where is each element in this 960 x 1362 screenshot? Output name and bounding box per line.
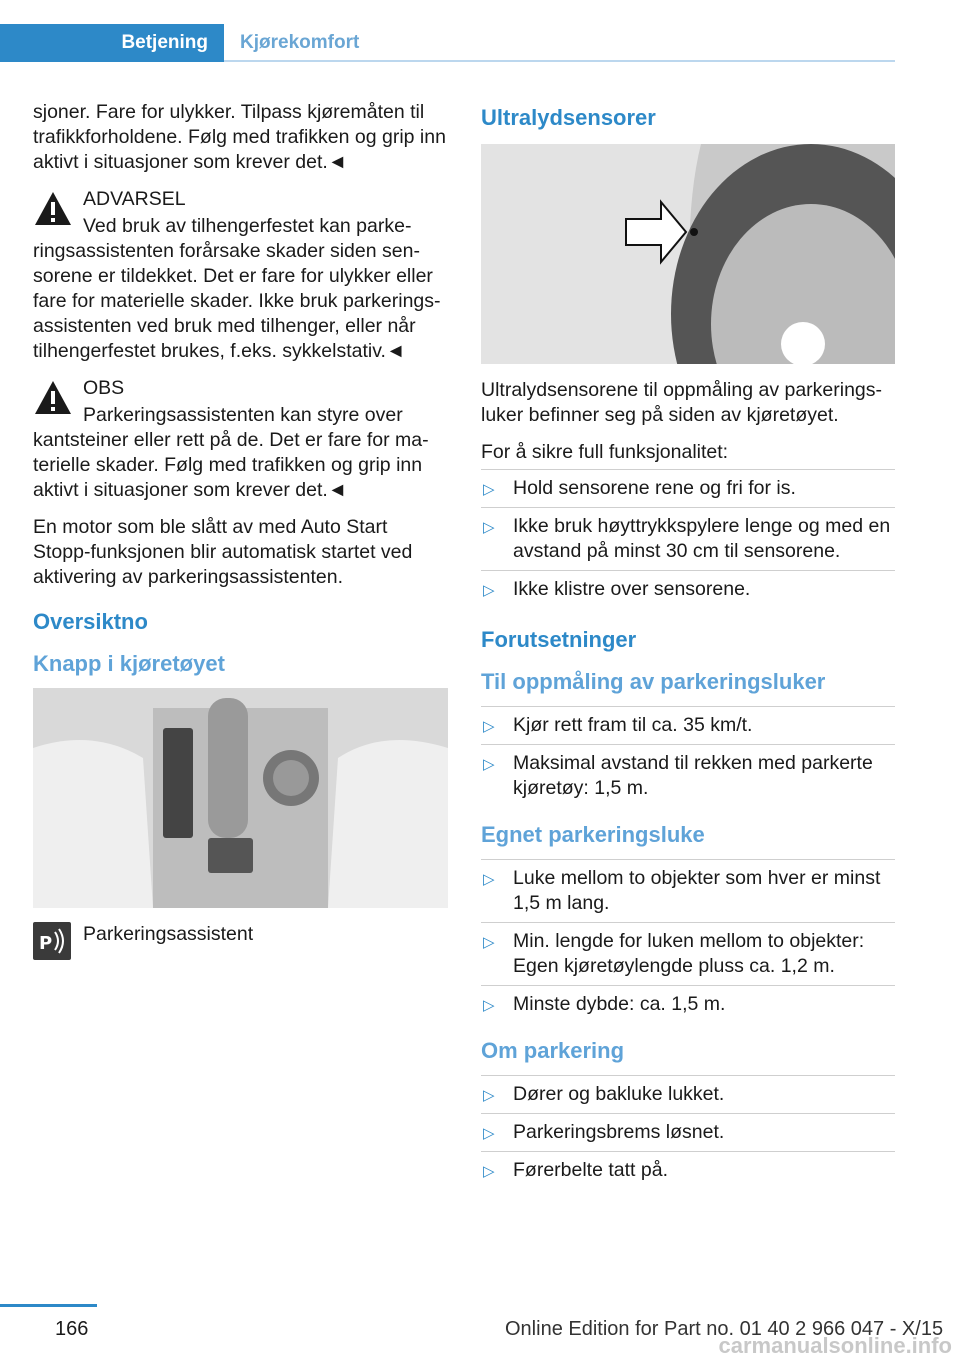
svg-text:P: P (39, 933, 53, 954)
list-item: ▷ Maksimal avstand til rekken med parkerte kjøretøy: 1,5 m. (483, 752, 873, 799)
list-item: ▷ Ikke klistre over sensorene. (481, 571, 895, 608)
auto-start-paragraph: En motor som ble slått av med Auto Start Stopp-funksjonen blir automatisk startet ved aktivering av parkeringsassistenten. (33, 516, 413, 588)
measure-list (481, 706, 895, 807)
left-column (33, 100, 448, 966)
list-item: ▷ Luke mellom to objekter som hver er minst 1,5 m lang. (481, 860, 895, 923)
warning-title: ADVARSEL (83, 188, 186, 210)
sensor-care-list (481, 469, 895, 608)
warning-body (33, 214, 448, 364)
warning-text: ringsassistenten forårsake skader siden sen-sorene er tildekket. Det er fare for ulykker eller fare for materielle skader. Ikke bruk parkerings-assistenten ved bruk med tilhenger, eller når tilhengerfestet brukes, f.eks. sykkelstativ.◄ (33, 240, 441, 362)
warning-first-line: Ved bruk av tilhengerfestet kan parke- (83, 215, 412, 237)
prerequisites-heading: Forutsetninger (481, 627, 637, 652)
header-tabs (0, 24, 895, 62)
bullet-arrow-icon: ▷ (483, 934, 495, 951)
measure-heading: Til oppmåling av parkeringsluker (481, 669, 826, 694)
caution-title: OBS (83, 377, 125, 399)
right-column (481, 100, 895, 1197)
parking-heading: Om parkering (481, 1038, 625, 1063)
tab-betjening[interactable] (0, 24, 224, 62)
bullet-arrow-icon: ▷ (483, 481, 495, 498)
list-item: ▷ Parkeringsbrems løsnet. (481, 1114, 895, 1152)
list-item: ▷ Kjør rett fram til ca. 35 km/t. (481, 707, 895, 745)
list-item: ▷ Førerbelte tatt på. (481, 1152, 895, 1189)
parking-list (481, 1075, 895, 1189)
tab-label: Kjørekomfort (240, 32, 360, 53)
footer-accent-line (0, 1304, 97, 1307)
suitable-space-list (481, 859, 895, 1023)
suitable-space-heading: Egnet parkeringsluke (481, 822, 705, 847)
list-item: ▷ Min. lengde for luken mellom to objekter: Egen kjøretøylengde pluss ca. 1,2 m. (481, 923, 895, 986)
caution-first-line: Parkeringsassistenten kan styre over (83, 404, 403, 426)
bullet-arrow-icon: ▷ (483, 997, 495, 1014)
overview-heading: Oversiktno (33, 609, 148, 634)
intro-paragraph: sjoner. Fare for ulykker. Tilpass kjøremåten til trafikkforholdene. Følg med trafikken og grip inn aktivt i situasjoner som krever det.◄ (33, 101, 446, 173)
warning-triangle-icon (33, 378, 73, 418)
sensors-paragraph: Ultralydsensorene til oppmåling av parkerings-luker befinner seg på siden av kjøretøyet. (481, 379, 883, 426)
tab-divider (224, 60, 895, 62)
warning-block (33, 187, 448, 364)
caution-body (33, 403, 448, 503)
caution-text: kantsteiner eller rett på de. Det er fare for ma-terielle skader. Følg med trafikken og grip inn aktivt i situasjoner som krever det.◄ (33, 429, 429, 501)
list-item: ▷ Ikke bruk høyttrykkspylere lenge og med en avstand på minst 30 cm til sensorene. (481, 508, 895, 571)
tab-label: Betjening (121, 32, 208, 53)
parking-assistant-caption (33, 922, 448, 966)
bullet-arrow-icon: ▷ (483, 1087, 495, 1104)
bullet-arrow-icon: ▷ (483, 718, 495, 735)
list-item: ▷ Hold sensorene rene og fri for is. (481, 470, 895, 508)
ultrasonic-sensor-photo (481, 144, 895, 364)
bullet-arrow-icon: ▷ (483, 582, 495, 599)
sensors-heading: Ultralydsensorer (481, 105, 656, 130)
watermark: carmanualsonline.info (718, 1333, 952, 1358)
center-console-photo (33, 688, 448, 908)
parking-assistant-button-icon (33, 922, 71, 960)
caution-block (33, 376, 448, 503)
bullet-arrow-icon: ▷ (483, 519, 495, 536)
bullet-arrow-icon: ▷ (483, 1125, 495, 1142)
bullet-arrow-icon: ▷ (483, 1163, 495, 1180)
button-heading: Knapp i kjøretøyet (33, 651, 225, 676)
caption-label: Parkeringsassistent (83, 923, 254, 945)
edition-text: Online Edition for Part no. 01 40 2 966 047 - X/15 (505, 1318, 944, 1340)
full-function-paragraph: For å sikre full funksjonalitet: (481, 441, 729, 463)
page-number: 166 (55, 1318, 89, 1340)
bullet-arrow-icon: ▷ (483, 871, 495, 888)
bullet-arrow-icon: ▷ (483, 756, 495, 773)
tab-kjorekomfort[interactable] (240, 24, 359, 62)
list-item: ▷ Dører og bakluke lukket. (481, 1076, 895, 1114)
list-item: ▷ Minste dybde: ca. 1,5 m. (481, 986, 895, 1023)
warning-triangle-icon (33, 189, 73, 229)
